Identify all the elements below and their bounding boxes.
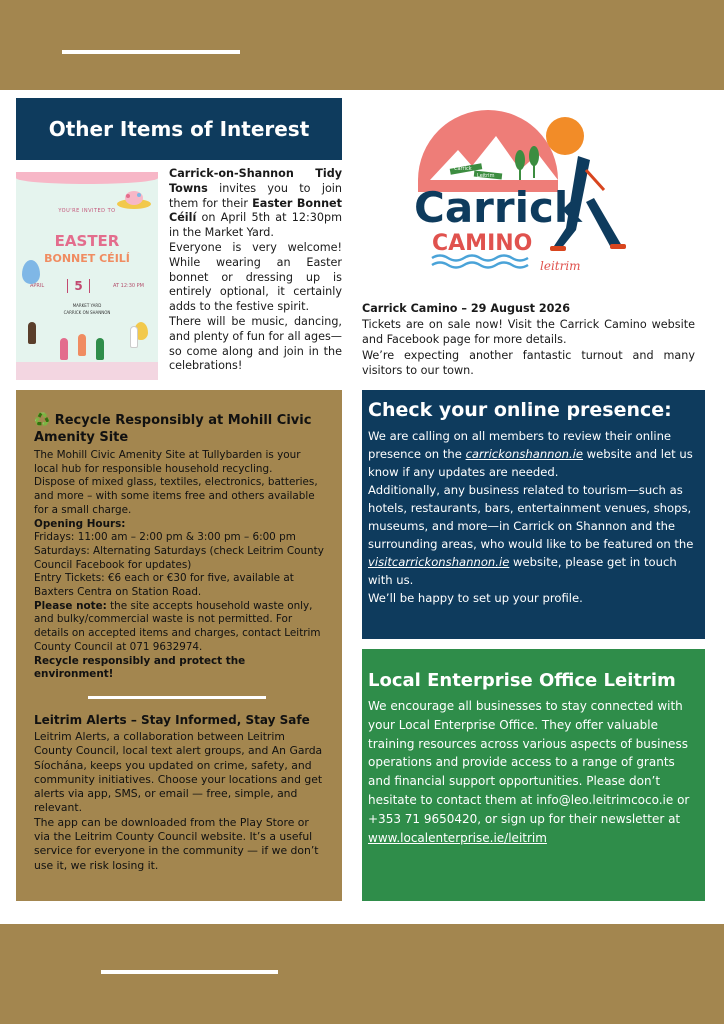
carrick-camino-logo [410, 110, 634, 280]
easter-p1-bold2: Easter Bonnet Céilí [169, 196, 342, 225]
bottom-band-rule [101, 970, 278, 974]
alerts-p2: The app can be downloaded from the Play Store or via the Leitrim County Council website. It’s a useful service for everyone in the community — if we don’t use it, we risk losing it. [34, 815, 319, 872]
online-p2-b: website, please get in touch with us. [368, 555, 677, 587]
leo-heading: Local Enterprise Office Leitrim [368, 670, 676, 691]
recycle-box [16, 390, 342, 901]
section-title-text: Other Items of Interest [48, 117, 310, 141]
poster-title-easter: EASTER [54, 232, 120, 250]
recycle-hours1: Fridays: 11:00 am – 2:00 pm & 3:00 pm – 6:00 pm [34, 531, 296, 544]
camino-p2: We’re expecting another fantastic turnout and many visitors to our town. [362, 348, 695, 378]
poster-day: 5 [67, 279, 89, 293]
online-p2-a: Additionally, any business related to tourism—such as hotels, restaurants, bars, entertainment venues, shops, museums, and more—in Carrick on Shannon and the surrounding areas, who would like to be featured on the [368, 483, 694, 551]
closing-text: Recycle responsibly and protect the environment! [34, 654, 246, 681]
online-text [368, 427, 699, 607]
recycle-p1: The Mohill Civic Amenity Site at Tullybarden is your local hub for responsible household recycling. [34, 449, 301, 475]
logo-word-carrick: Carrick [414, 183, 582, 232]
recycle-hours-label [34, 518, 324, 532]
top-band-rule [62, 50, 240, 54]
poster-time: AT 12:30 PM [112, 283, 144, 289]
easter-p1 [169, 167, 342, 241]
camino-heading: Carrick Camino – 29 August 2026 [362, 302, 570, 315]
dancer-icon [96, 338, 104, 360]
alerts-p1: Leitrim Alerts, a collaboration between Leitrim County Council, local text alert groups, and An Garda Síochána, keeps you updated on crime, safety, and community initiatives. Choose your locations and get alerts via app, SMS, or email — free, simple, and relevant. [34, 729, 323, 815]
online-heading: Check your online presence: [368, 399, 672, 421]
poster-venue-line2: CARRICK ON SHANNON [63, 310, 111, 315]
easter-p1-b: on April 5th at 12:30pm in the Market Yard. [169, 211, 342, 240]
easter-p1-a: invites you to join them for their [169, 181, 342, 210]
recycle-heading [34, 412, 324, 446]
note-text: the site accepts household waste only, and bulky/commercial waste is not permitted. For details on accepted items and charges, contact Leitrim County Council at 071 9632974. [34, 599, 321, 653]
top-band [0, 0, 724, 90]
alerts-text [34, 730, 324, 873]
alerts-heading: Leitrim Alerts – Stay Informed, Stay Safe [34, 712, 310, 727]
visitcarrickonshannon-link[interactable]: visitcarrickonshannon.ie [368, 555, 510, 569]
online-p1 [368, 427, 699, 481]
camino-p1: Tickets are on sale now! Visit the Carrick Camino website and Facebook page for more details. [362, 317, 695, 347]
bunny-icon [130, 326, 138, 348]
poster-month: APRIL [30, 283, 45, 289]
logo-word-leitrim: leitrim [540, 259, 581, 273]
recycle-heading-text: Recycle Responsibly at Mohill Civic Amenity Site [34, 413, 312, 445]
poster-dateline [30, 276, 144, 296]
recycle-divider [88, 696, 266, 699]
recycle-closing [34, 655, 324, 682]
leo-body: We encourage all businesses to stay connected with your Local Enterprise Office. They offer valuable training resources across various aspects of business operations and provide access to a range of grants and financial support opportunities. Please don’t hesitate to contact them at info@leo.leitrimcoco.ie or +353 71 9650420, or sign up for their newsletter at [368, 699, 690, 826]
hours-label: Opening Hours: [34, 517, 126, 530]
easter-p3: There will be music, dancing, and plenty of fun for all ages—so come along and join in the celebrations! [169, 314, 342, 373]
dancer-icon [60, 338, 68, 360]
online-p1-b: website and let us know if any updates are needed. [368, 447, 693, 479]
poster-invited: YOU'RE INVITED TO [58, 208, 116, 214]
online-p2 [368, 481, 699, 589]
section-title [16, 98, 342, 160]
dancer-icon [78, 334, 86, 356]
recycle-note [34, 600, 324, 655]
leo-box [362, 649, 705, 901]
recycle-tickets: Entry Tickets: €6 each or €30 for five, available at Baxters Centra on Station Road. [34, 572, 294, 599]
camino-description [362, 301, 695, 379]
bonnet-icon [116, 188, 152, 210]
online-p1-a: We are calling on all members to review their online presence on the [368, 429, 672, 461]
recycle-p2: Dispose of mixed glass, textiles, electronics, batteries, and more – with some items free and others available for a small charge. [34, 476, 318, 516]
note-label: Please note: [34, 599, 107, 612]
recycle-hours2: Saturdays: Alternating Saturdays (check Leitrim County Council Facebook for updates) [34, 544, 324, 571]
online-p3: We’ll be happy to set up your profile. [368, 591, 583, 605]
bottom-band-overlay [0, 924, 724, 1024]
poster-title-bonnet: BONNET CÉILÍ [44, 252, 130, 265]
carrickonshannon-link[interactable]: carrickonshannon.ie [465, 447, 583, 461]
logo-word-camino: CAMINO [432, 231, 533, 256]
logo-sign1: Carrick [454, 166, 472, 172]
poster-venue [16, 302, 158, 316]
easter-poster-image [16, 172, 158, 380]
easter-description [169, 167, 342, 374]
logo-sign2: Leitrim [477, 173, 495, 179]
leo-text [368, 697, 699, 847]
easter-p1-bold: Carrick-on-Shannon Tidy Towns [169, 167, 342, 195]
poster-ground [16, 362, 158, 380]
poster-swirl [16, 172, 158, 184]
easter-p2: Everyone is very welcome! While wearing an Easter bonnet or dressing up is entirely optional, it certainly adds to the festive spirit. [169, 240, 342, 314]
recycle-icon: ♻️ [34, 413, 51, 428]
online-presence-box [362, 390, 705, 639]
egg-icon [22, 260, 40, 284]
recycle-text [34, 449, 324, 682]
figure-icon [28, 322, 36, 344]
localenterprise-link[interactable]: www.localenterprise.ie/leitrim [368, 830, 547, 845]
poster-venue-line1: MARKET YARD [72, 303, 102, 308]
